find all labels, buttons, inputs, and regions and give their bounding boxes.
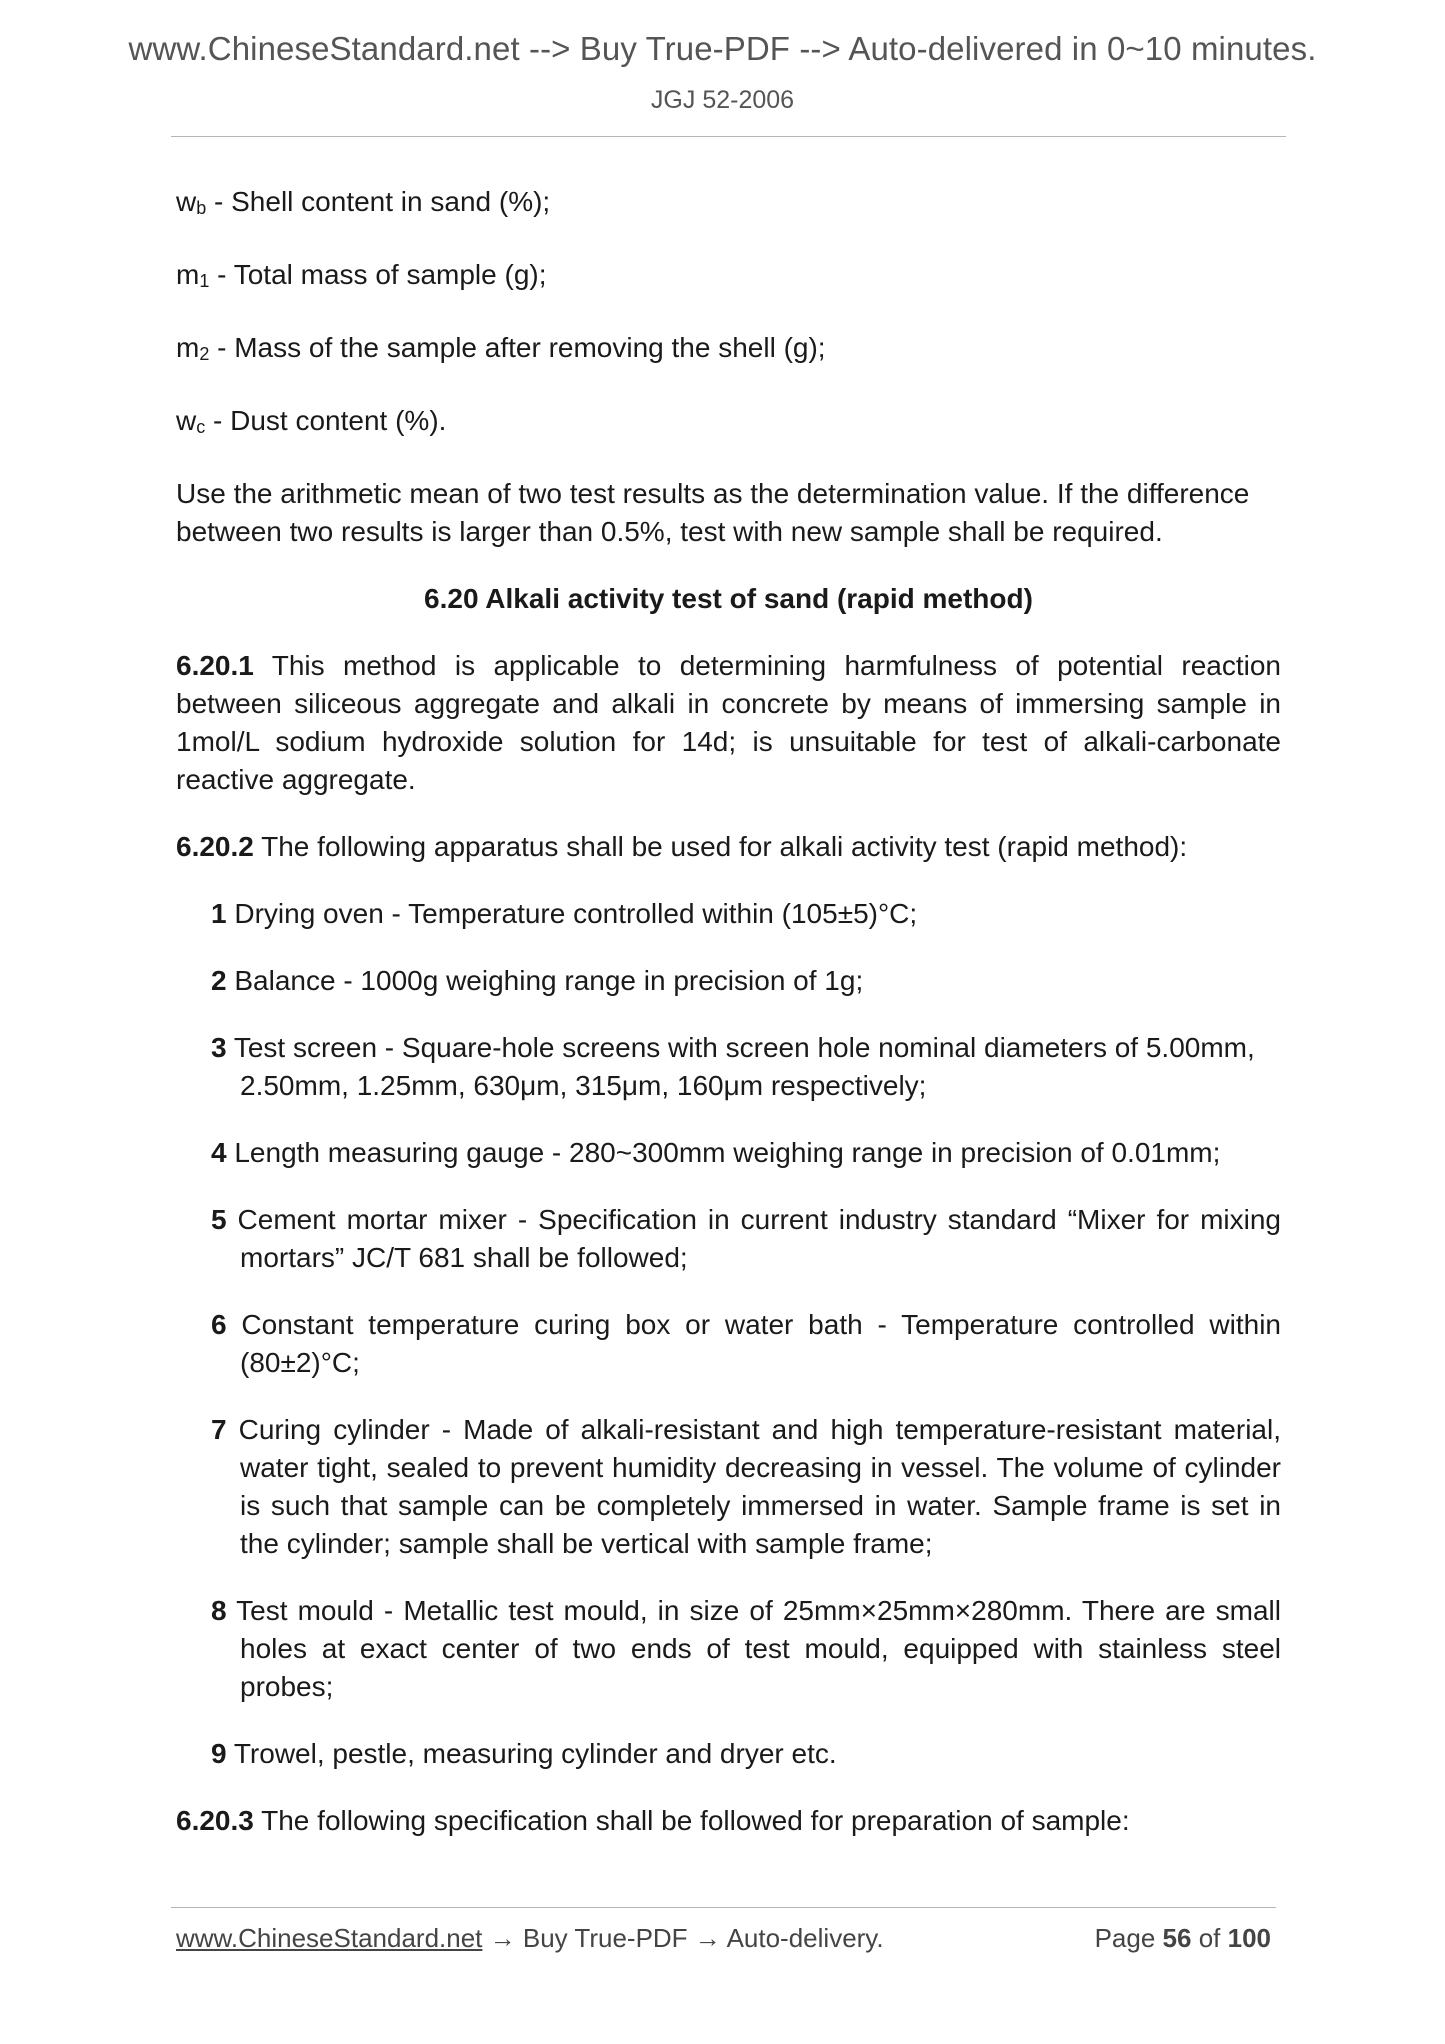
header-banner: www.ChineseStandard.net --> Buy True-PDF --> Auto-delivered in 0~10 minutes. <box>128 30 1317 67</box>
footer-tagline: → Buy True-PDF → Auto-delivery. <box>482 1923 884 1953</box>
variable-definition: wb - Shell content in sand (%); <box>176 186 551 218</box>
current-page: 56 <box>1162 1923 1192 1953</box>
footer-site-link[interactable]: www.ChineseStandard.net <box>176 1923 483 1953</box>
apparatus-item-2: 2 Balance - 1000g weighing range in precision of 1g; <box>211 965 864 996</box>
standard-code: JGJ 52-2006 <box>650 86 795 114</box>
apparatus-item-1: 1 Drying oven - Temperature controlled within (105±5)°C; <box>211 898 918 929</box>
page-footer <box>176 1923 1271 1954</box>
apparatus-item-5: 5 Cement mortar mixer - Specification in current industry standard “Mixer for mixing mortars” JC/T 681 shall be followed; <box>211 1204 1281 1273</box>
clause-6-20-1: 6.20.1 This method is applicable to determining harmfulness of potential reaction between siliceous aggregate and alkali in concrete by means of immersing sample in 1mol/L sodium hydroxide solution for 14d; is unsuitable for test of alkali-carbonate reactive aggregate. <box>176 650 1281 795</box>
mean-paragraph: Use the arithmetic mean of two test results as the determination value. If the difference between two results is larger than 0.5%, test with new sample shall be required. <box>176 478 1250 547</box>
variable-definition: m1 - Total mass of sample (g); <box>176 259 547 291</box>
page-body <box>176 183 1281 1869</box>
apparatus-item-8: 8 Test mould - Metallic test mould, in size of 25mm×25mm×280mm. There are small holes at exact center of two ends of test mould, equipped with stainless steel probes; <box>211 1595 1281 1702</box>
apparatus-item-4: 4 Length measuring gauge - 280~300mm weighing range in precision of 0.01mm; <box>211 1137 1221 1168</box>
variable-definition: wc - Dust content (%). <box>176 405 447 437</box>
footer-divider <box>171 1907 1276 1908</box>
apparatus-item-7: 7 Curing cylinder - Made of alkali-resistant and high temperature-resistant material, water tight, sealed to prevent humidity decreasing in vessel. The volume of cylinder is such that sample can be completely immersed in water. Sample frame is set in the cylinder; sample shall be vertical with sample frame; <box>211 1414 1281 1559</box>
apparatus-item-6: 6 Constant temperature curing box or water bath - Temperature controlled within (80±2)°C; <box>211 1309 1281 1378</box>
total-pages: 100 <box>1227 1923 1271 1953</box>
variable-definition: m2 - Mass of the sample after removing the shell (g); <box>176 332 826 364</box>
apparatus-item-3: 3 Test screen - Square-hole screens with screen hole nominal diameters of 5.00mm, 2.50mm, 1.25mm, 630μm, 315μm, 160μm respectively; <box>211 1032 1255 1101</box>
clause-6-20-3: 6.20.3 The following specification shall be followed for preparation of sample: <box>176 1805 1130 1836</box>
page-indicator: Page 56 of 100 <box>1094 1923 1271 1953</box>
header-divider <box>171 136 1286 137</box>
apparatus-item-9: 9 Trowel, pestle, measuring cylinder and dryer etc. <box>211 1738 837 1769</box>
section-title: 6.20 Alkali activity test of sand (rapid method) <box>424 583 1033 614</box>
clause-6-20-2: 6.20.2 The following apparatus shall be used for alkali activity test (rapid method): <box>176 831 1188 862</box>
